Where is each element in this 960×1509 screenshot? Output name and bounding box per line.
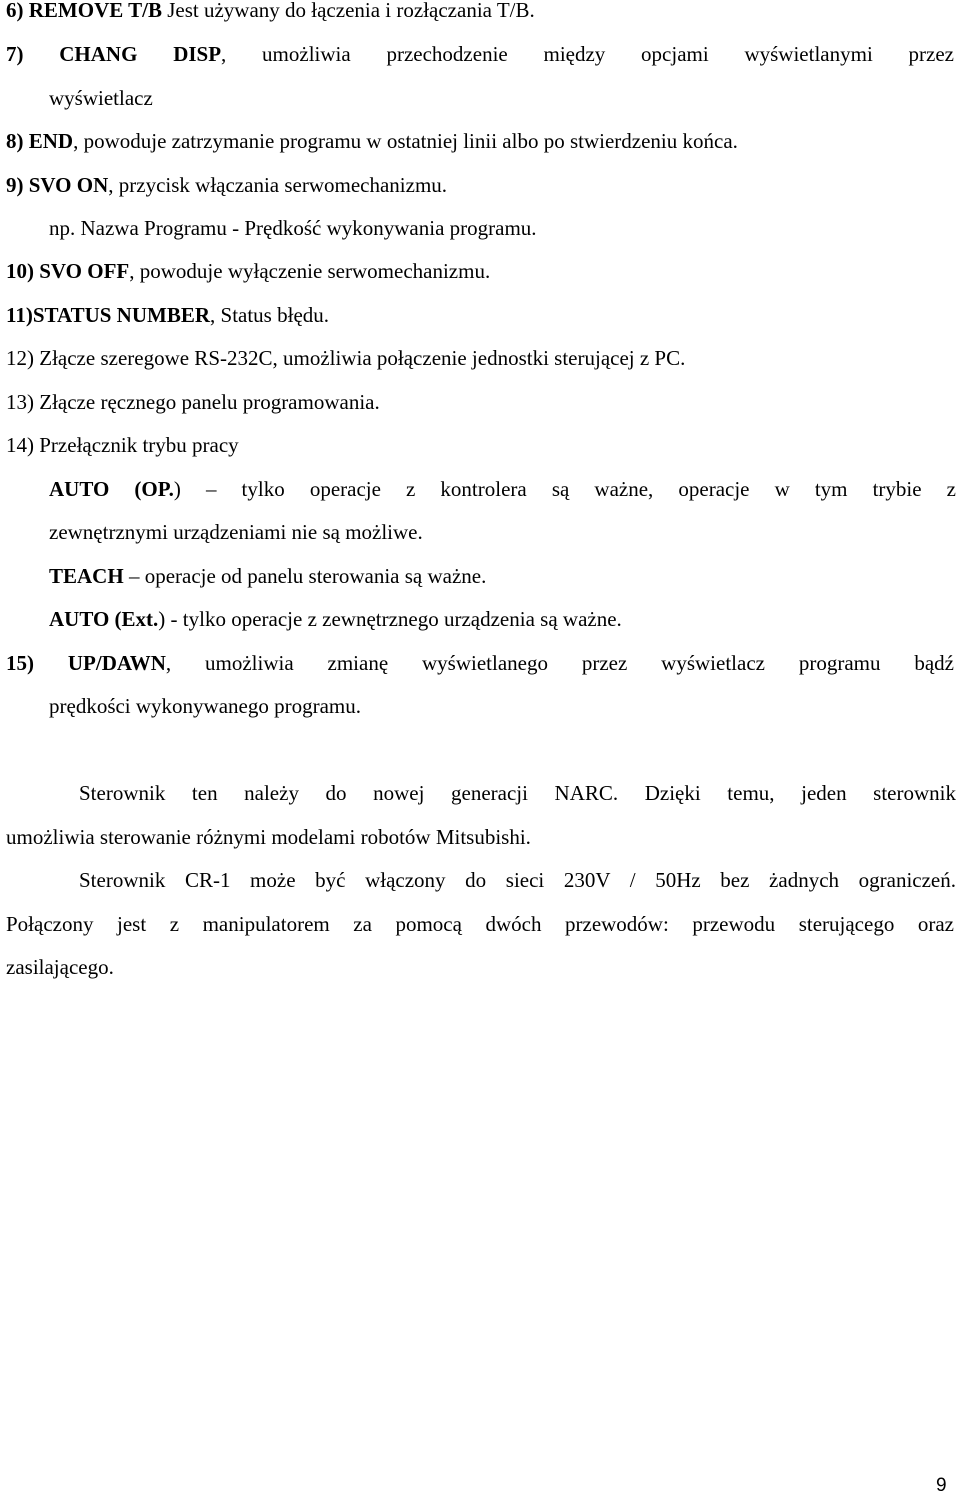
item-9-key: SVO ON xyxy=(28,173,109,197)
paragraph-2-line-2: Połączony jest z manipulatorem za pomocą dwóch przewodów: przewodu sterującego oraz xyxy=(6,912,954,936)
item-6-text: Jest używany do łączenia i rozłączania T/B. xyxy=(161,0,535,22)
mode-teach-key: TEACH xyxy=(49,564,124,588)
item-15-text: , umożliwia zmianę wyświetlanego przez wyświetlacz programu bądź xyxy=(165,651,954,675)
paragraph-2-line-3: zasilającego. xyxy=(6,955,114,979)
item-8-text: , powoduje zatrzymanie programu w ostatniej linii albo po stwierdzeniu końca. xyxy=(73,129,738,153)
item-8-number: 8) xyxy=(6,129,24,153)
item-7-number: 7) xyxy=(6,42,24,66)
item-13 xyxy=(6,390,954,414)
item-6-number: 6) xyxy=(6,0,24,22)
item-14-text: Przełącznik trybu pracy xyxy=(39,433,239,457)
item-13-text: Złącze ręcznego panelu programowania. xyxy=(39,390,380,414)
item-12-number: 12) xyxy=(6,346,34,370)
item-12 xyxy=(6,346,954,370)
mode-auto-ext-text: ) - tylko operacje z zewnętrznego urządzenia są ważne. xyxy=(158,607,622,631)
item-8 xyxy=(6,129,954,153)
item-7-key: CHANG DISP xyxy=(59,42,222,66)
paragraph-1-line-2: umożliwia sterowanie różnymi modelami robotów Mitsubishi. xyxy=(6,825,531,849)
item-9 xyxy=(6,173,954,197)
mode-auto-ext xyxy=(49,607,956,631)
item-11-number: 11) xyxy=(6,303,33,327)
mode-auto-op-text: ) – tylko operacje z kontrolera są ważne, operacje w tym trybie z xyxy=(173,477,956,501)
mode-auto-op-continuation: zewnętrznymi urządzeniami nie są możliwe. xyxy=(49,520,423,544)
item-6-key: REMOVE T/B xyxy=(28,0,162,22)
item-13-number: 13) xyxy=(6,390,34,414)
item-7-text: , umożliwia przechodzenie między opcjami wyświetlanymi przez xyxy=(221,42,954,66)
item-7-continuation: wyświetlacz xyxy=(49,86,153,110)
item-8-key: END xyxy=(28,129,74,153)
item-9-number: 9) xyxy=(6,173,24,197)
paragraph-2-line-1: Sterownik CR-1 może być włączony do sieci 230V / 50Hz bez żadnych ograniczeń. xyxy=(79,868,956,892)
item-10-number: 10) xyxy=(6,259,34,283)
page-number: 9 xyxy=(936,1475,947,1496)
item-15-number: 15) xyxy=(6,651,34,675)
item-11-key: STATUS NUMBER xyxy=(32,303,211,327)
item-7 xyxy=(6,42,954,66)
item-10-key: SVO OFF xyxy=(39,259,130,283)
item-10 xyxy=(6,259,954,283)
item-15-continuation: prędkości wykonywanego programu. xyxy=(49,694,362,718)
item-14 xyxy=(6,433,954,457)
item-12-text: Złącze szeregowe RS-232C, umożliwia połączenie jednostki sterującej z PC. xyxy=(39,346,686,370)
item-9-note: np. Nazwa Programu - Prędkość wykonywania programu. xyxy=(49,216,537,240)
mode-teach xyxy=(49,564,956,588)
mode-auto-op xyxy=(49,477,956,501)
item-15 xyxy=(6,651,954,675)
item-9-text: , przycisk włączania serwomechanizmu. xyxy=(108,173,448,197)
item-11-text: , Status błędu. xyxy=(210,303,330,327)
paragraph-1-line-1: Sterownik ten należy do nowej generacji NARC. Dzięki temu, jeden sterownik xyxy=(79,781,956,805)
mode-auto-op-key: AUTO (OP. xyxy=(49,477,174,501)
item-14-number: 14) xyxy=(6,433,34,457)
item-6 xyxy=(6,0,954,22)
item-11 xyxy=(6,303,954,327)
mode-auto-ext-key: AUTO (Ext. xyxy=(49,607,159,631)
mode-teach-text: – operacje od panelu sterowania są ważne. xyxy=(123,564,487,588)
item-10-text: , powoduje wyłączenie serwomechanizmu. xyxy=(129,259,491,283)
item-15-key: UP/DAWN xyxy=(67,651,166,675)
